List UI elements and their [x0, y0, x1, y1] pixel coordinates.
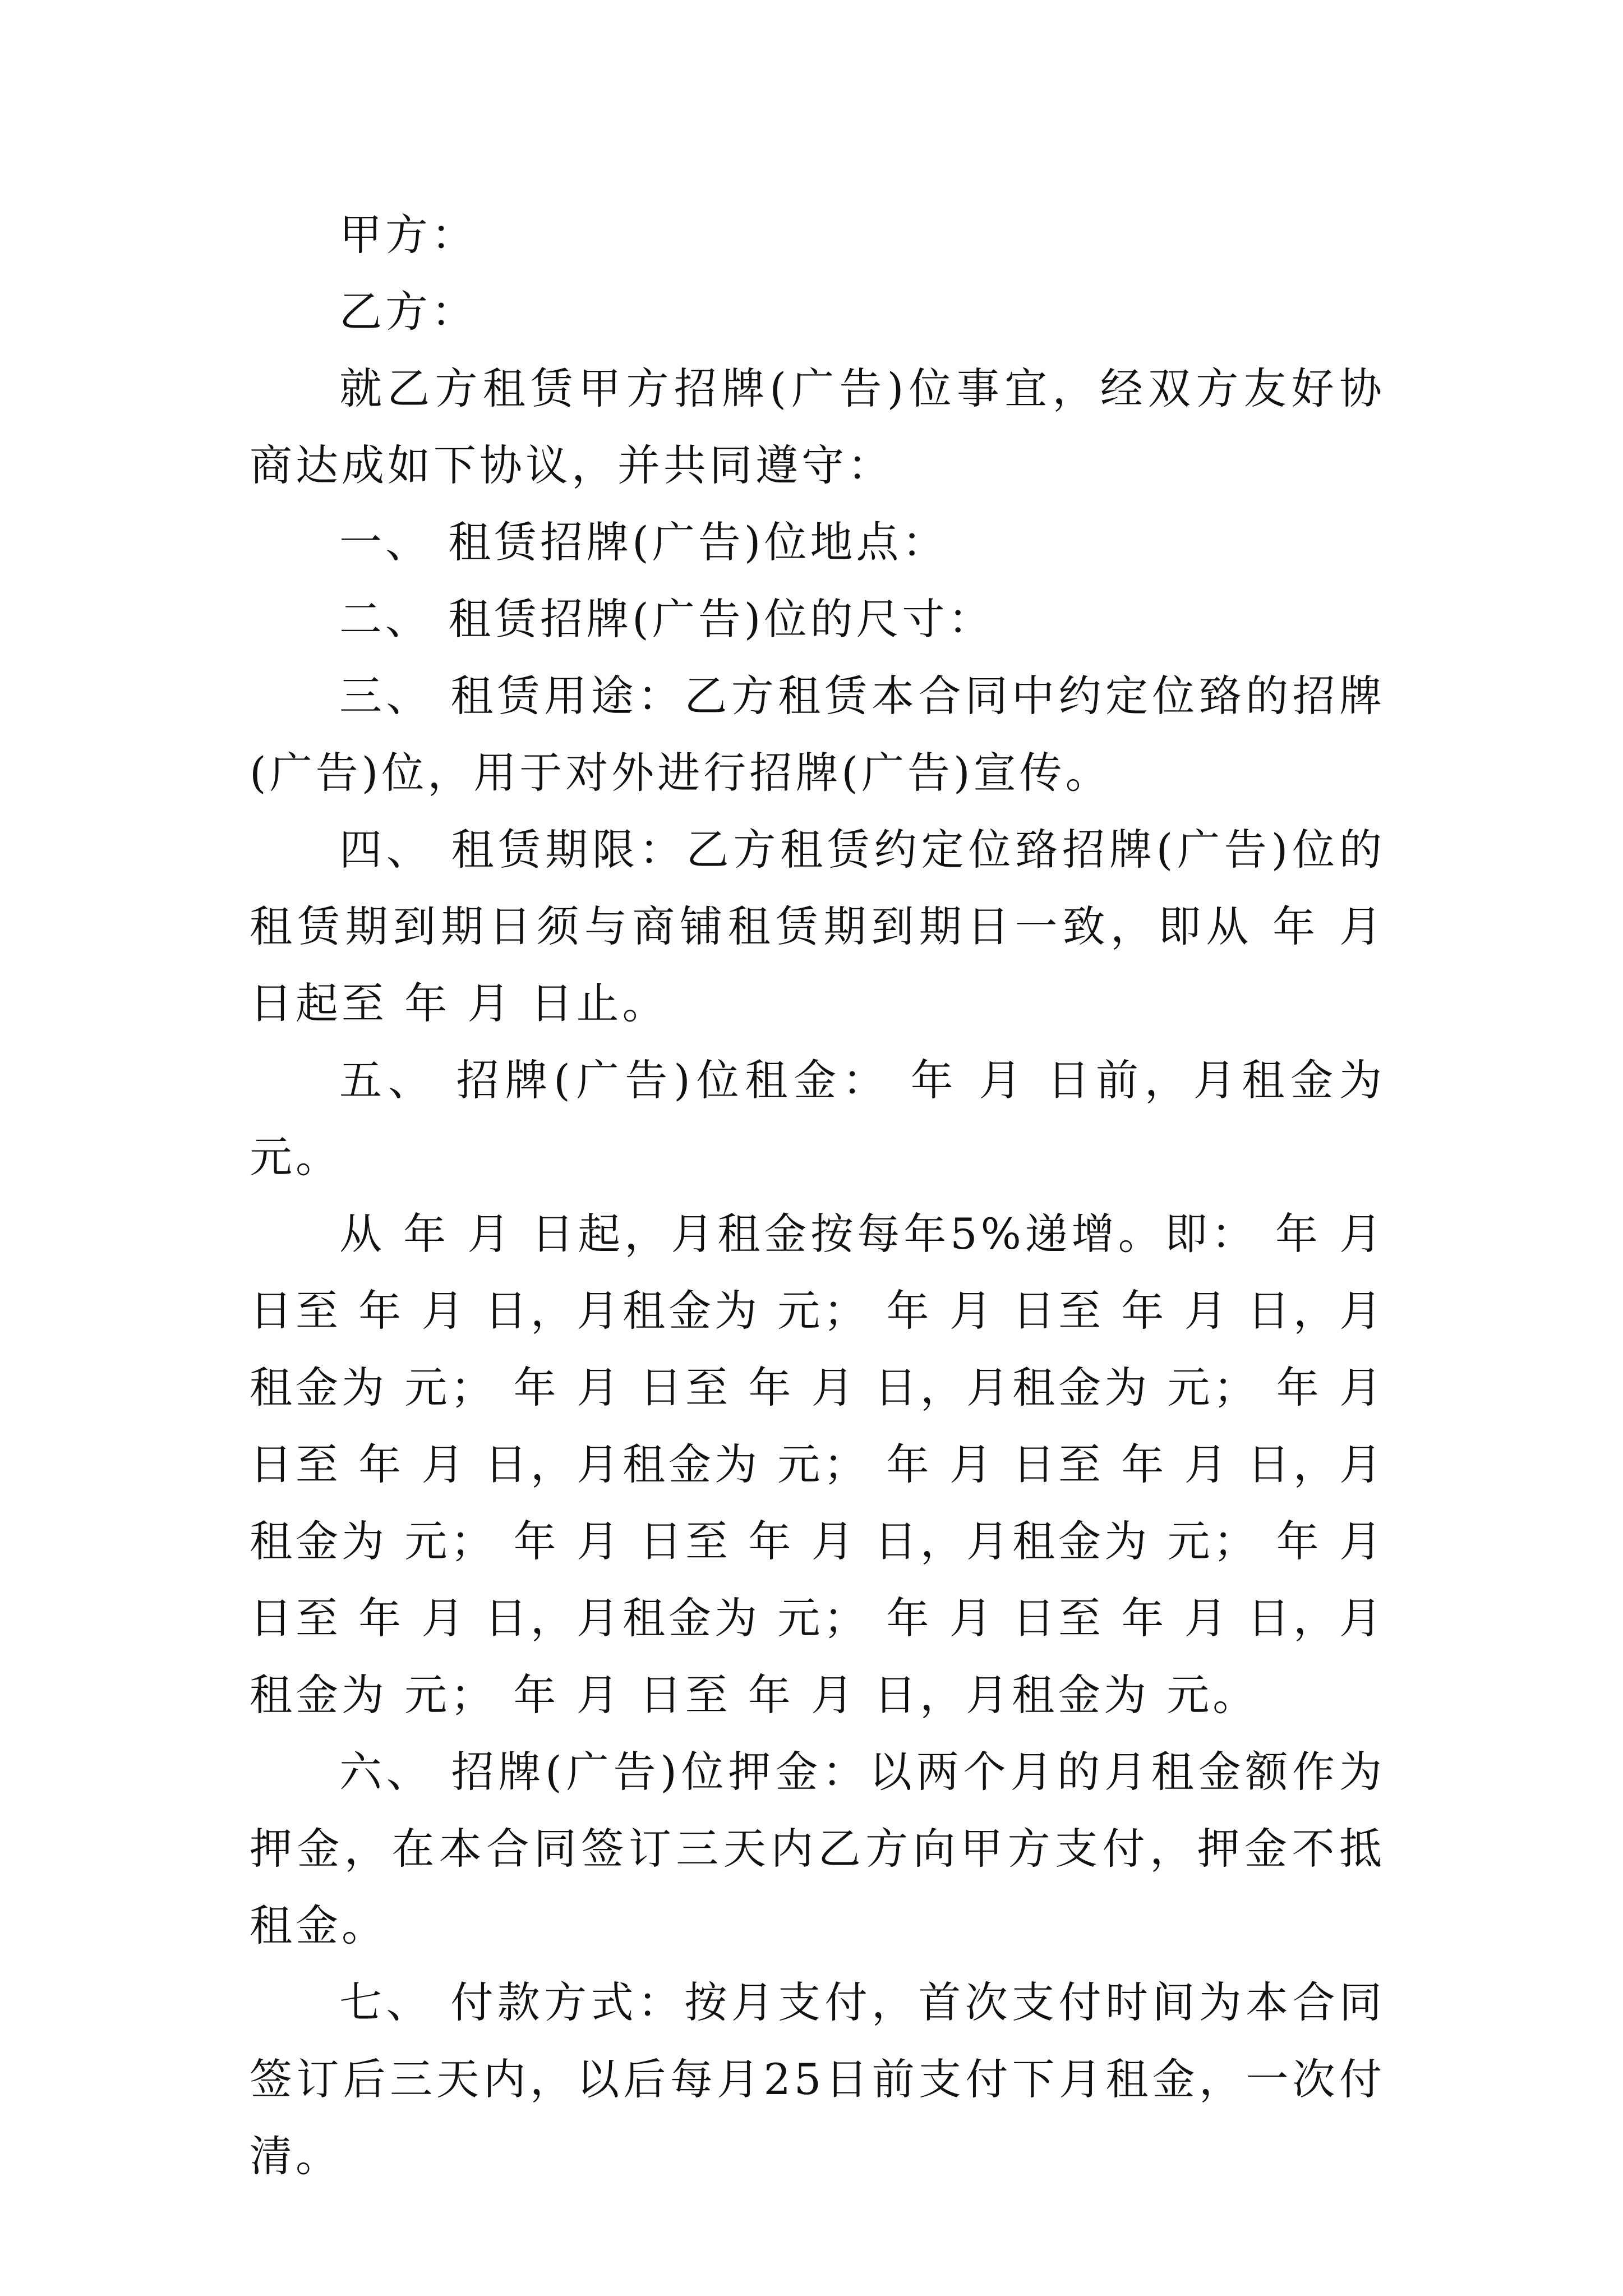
clause-4-term: 四、 租赁期限：乙方租赁约定位臵招牌(广告)位的租赁期到期日须与商铺租赁期到期日一致，即从 年 月 日起至 年 月 日止。	[250, 825, 1385, 1028]
agreement-intro: 就乙方租赁甲方招牌(广告)位事宜，经双方友好协商达成如下协议，并共同遵守：	[250, 364, 1385, 490]
clause-5-rent-schedule: 从 年 月 日起，月租金按每年5%递增。即： 年 月 日至 年 月 日，月租金为 元； 年 月 日至 年 月 日，月租金为 元； 年 月 日至 年 月 日，月租金为 元； 年 月 日至 年 月 日，月租金为 元； 年 月 日至 年 月 日，月租金为 元； 年 月 日至 年 月 日，月租金为 元； 年 月 日至 年 月 日，月租金为 元； 年 月 日至 年 月 日，月租金为 元； 年 月 日至 年 月 日，月租金为 元。	[250, 1209, 1385, 1720]
party-b-line: 乙方：	[339, 287, 477, 337]
clause-5-rent: 五、 招牌(广告)位租金： 年 月 日前，月租金为 元。	[250, 1055, 1385, 1182]
clause-3-usage: 三、 租赁用途：乙方租赁本合同中约定位臵的招牌(广告)位，用于对外进行招牌(广告)宣传。	[250, 671, 1385, 798]
clause-1-location: 一、 租赁招牌(广告)位地点：	[339, 517, 948, 567]
clause-7-payment: 七、 付款方式：按月支付，首次支付时间为本合同签订后三天内，以后每月25日前支付下月租金，一次付清。	[250, 1977, 1385, 2181]
clause-6-deposit: 六、 招牌(广告)位押金：以两个月的月租金额作为押金，在本合同签订三天内乙方向甲方支付，押金不抵租金。	[250, 1747, 1385, 1950]
document-body	[250, 196, 1385, 2194]
party-a-line: 甲方：	[339, 210, 477, 260]
clause-2-size: 二、 租赁招牌(广告)位的尺寸：	[339, 594, 994, 644]
